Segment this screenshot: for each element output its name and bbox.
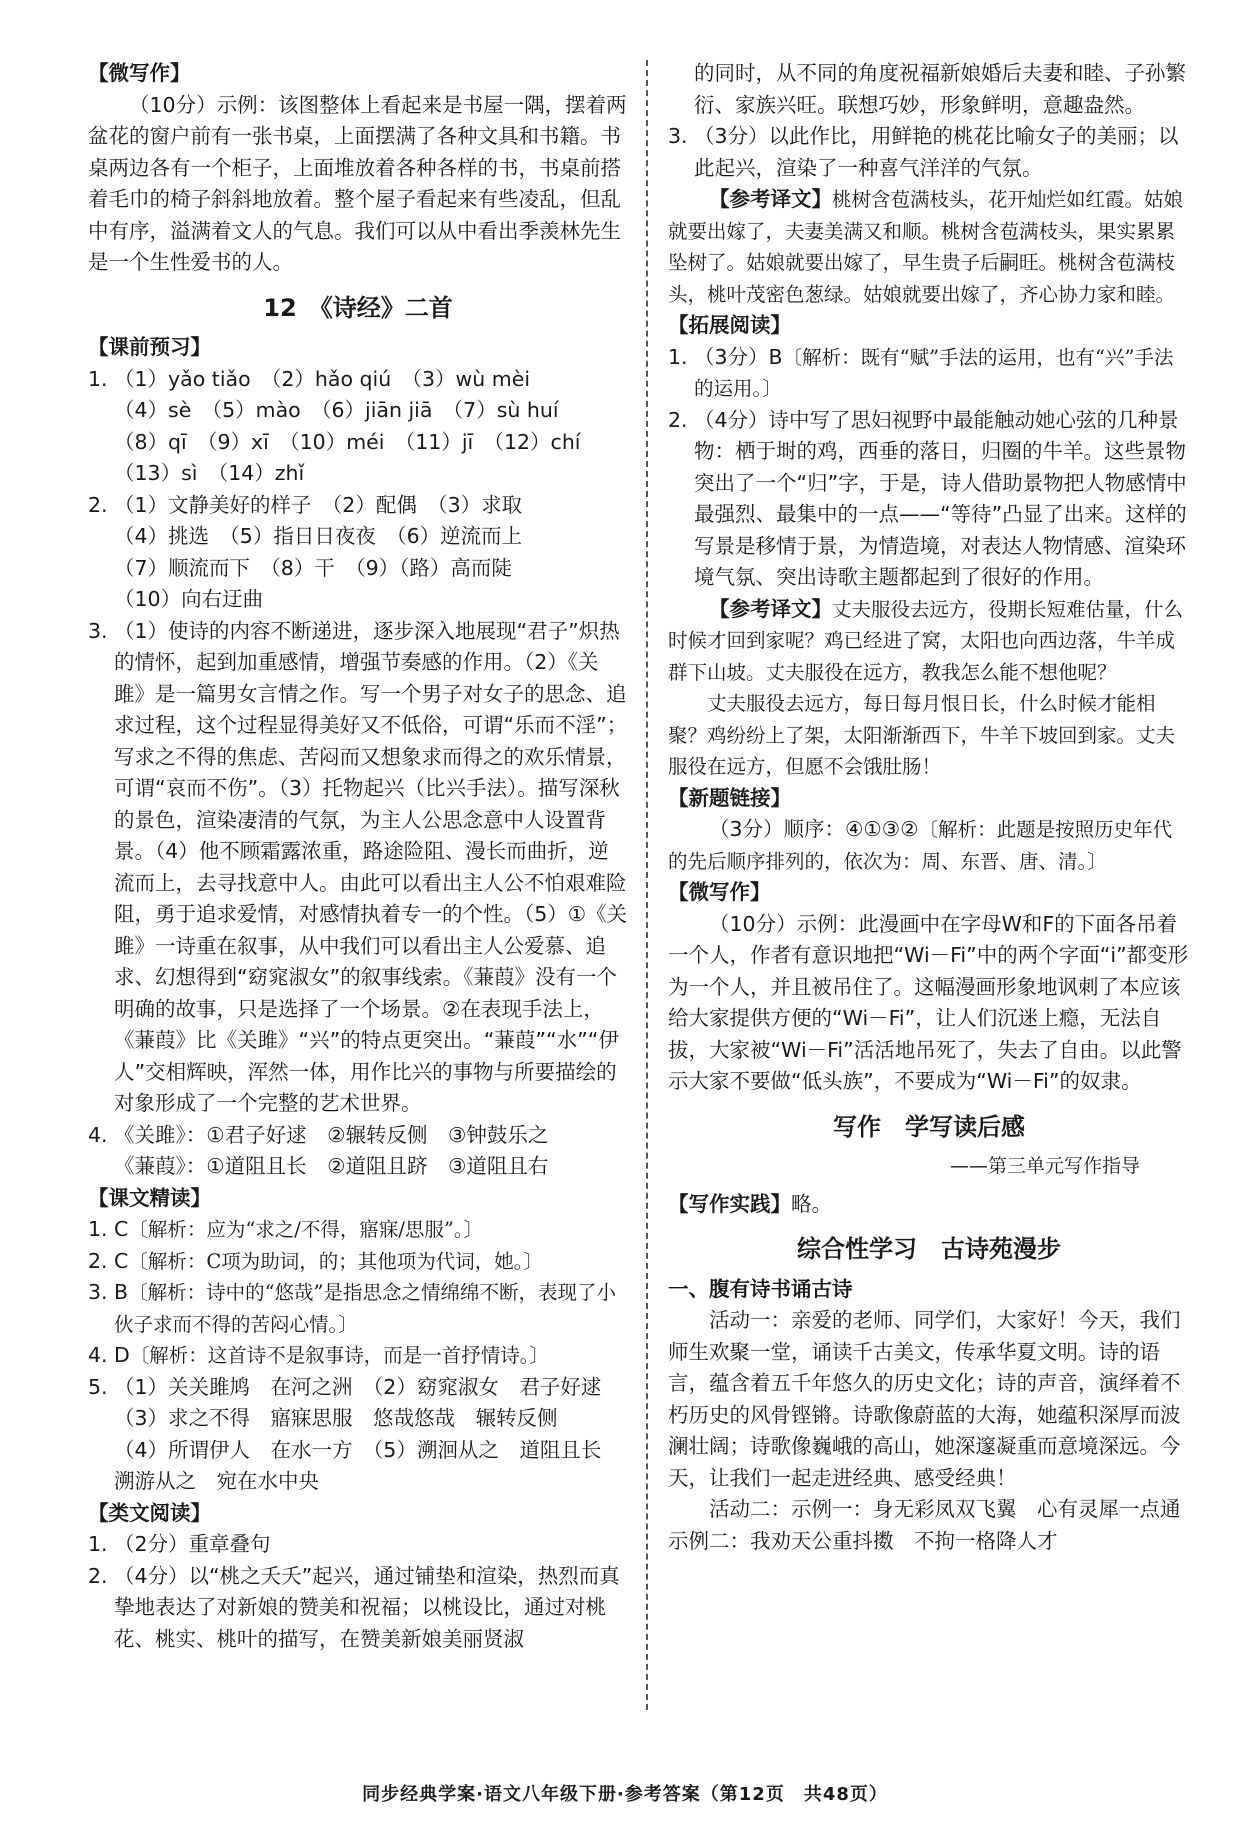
question-number: 3. — [668, 124, 688, 148]
answer-text: （4分）以“桃之夭夭”起兴，通过铺垫和渲染，热烈而真挚地表达了对新娘的赞美和祝福；以桃设比，通过对桃花、桃实、桃叶的描写，在赞美新娘美丽贤淑 — [114, 1563, 620, 1651]
pinyin-line: （4）sè （5）mào （6）jiān jiā （7）sù huí — [114, 398, 559, 422]
answer-line: （7）顺流而下 （8）干 （9）（路）高而陡 — [114, 555, 512, 580]
jingdu-item — [88, 1214, 628, 1246]
writing-practice — [668, 1189, 1190, 1221]
wei2-answer: （10分）示例：此漫画中在字母W和F的下面各吊着一个人，作者有意识地把“Wi－Fi”中的两个字面“i”都变形为一个人，并且被吊住了。这幅漫画形象地讽刺了本应该给大家提供方便的“Wi－Fi”，让人们沉迷上瘾，无法自拔，大家被“Wi－Fi”活活地吊死了，失去了自由。以此警示大家不要做“低头族”，不要成为“Wi－Fi”的奴隶。 — [668, 911, 1189, 1093]
answer-line: 《蒹葭》：①道阻且长 ②道阻且跻 ③道阻且右 — [114, 1154, 549, 1178]
jingdu-item — [88, 1246, 628, 1278]
answer-choice: C — [114, 1217, 129, 1241]
translation-label: 【参考译文】 — [709, 596, 832, 621]
question-number: 2. — [88, 492, 108, 517]
answer-line: （3）求之不得 寤寐思服 悠哉悠哉 辗转反侧 — [114, 1406, 558, 1430]
leiwen-item — [88, 1561, 628, 1656]
answer-text: （3分）顺序：④①③② — [709, 817, 919, 841]
practice-text: 略。 — [791, 1191, 832, 1216]
translation-text: 丈夫服役去远方，每日每月恨日长，什么时候才能相聚？鸡纷纷上了架，太阳渐渐西下，牛羊下坡回到家。丈夫服役在远方，但愿不会饿肚肠！ — [668, 692, 1176, 778]
jingdu-item — [88, 1277, 628, 1340]
answer-text: （1）使诗的内容不断递进，逐步深入地展现“君子”炽热的情怀，起到加重感情，增强节奏感的作用。（2）《关雎》是一篇男女言情之作。写一个男子对女子的思念、追求过程，这个过程显得美好又不低俗，可谓“乐而不淫”；写求之不得的焦虑、苦闷而又想象求而得之的欢乐情景，可谓“哀而不伤”。（3）托物起兴（比兴手法）。描写深秋的景色，渲染凄清的气氛，为主人公思念意中人设置背景。（4）他不顾霜露浓重，路途险阻、漫长而曲折，逆流而上，去寻找意中人。由此可以看出主人公不怕艰难险阻，勇于追求爱情，对感情执着专一的个性。（5）①《关雎》一诗重在叙事，从中我们可以看出主人公爱慕、追求、幻想得到“窈窕淑女”的叙事线索。《蒹葭》没有一个明确的故事，只是选择了一个场景。②在表现手法上，《蒹葭》比《关雎》“兴”的特点更突出。“蒹葭”“水”“伊人”交相辉映，浑然一体，用作比兴的事物与所要描绘的对象形成了一个完整的艺术世界。 — [114, 618, 628, 1115]
section-heading-preview: 【课前预习】 — [88, 335, 211, 359]
question-number: 1. — [88, 1217, 108, 1241]
answer-choice: （3分）B — [694, 344, 783, 369]
section-heading-tuozhan: 【拓展阅读】 — [668, 313, 791, 337]
question-number: 1. — [88, 366, 108, 391]
reference-translation — [668, 594, 1190, 689]
question-number: 5. — [88, 1374, 108, 1399]
question-number: 2. — [88, 1248, 108, 1273]
tuozhan-item — [668, 342, 1190, 405]
leiwen-item — [668, 121, 1190, 184]
question-number: 4. — [88, 1122, 108, 1147]
question-number: 3. — [88, 1280, 108, 1304]
question-number: 2. — [88, 1563, 108, 1588]
activity-1: 活动一：亲爱的老师、同学们，大家好！今天，我们师生欢聚一堂，诵读千古美文，传承华夏文明。诗的语言，蕴含着五千年悠久的历史文化；诗的声音，演绎着不朽历史的风骨铿锵。诗歌像蔚蓝的大海，她蕴积深厚而波澜壮阔；诗歌像巍峨的高山，她深邃凝重而意境深远。今天，让我们一起走进经典、感受经典！ — [668, 1308, 1181, 1490]
question-2 — [88, 490, 628, 616]
activity-2: 活动二：示例一：身无彩凤双飞翼 心有灵犀一点通 示例二：我劝天公重抖擞 不拘一格降人才 — [668, 1497, 1201, 1553]
question-number: 1. — [668, 344, 688, 369]
jingdu-item — [88, 1372, 628, 1498]
continued-text: 的同时，从不同的角度祝福新娘婚后夫妻和睦、子孙繁衍、家族兴旺。联想巧妙，形象鲜明，意趣盎然。 — [694, 61, 1186, 117]
answer-choice: D — [114, 1343, 130, 1367]
writing-subtitle: ——第三单元写作指导 — [949, 1155, 1140, 1177]
analysis-note: 〔解析：既有“赋”手法的运用，也有“兴”手法的运用。〕 — [694, 345, 1174, 400]
pinyin-line: （13）sì （14）zhǐ — [114, 461, 305, 485]
tuozhan-item — [668, 405, 1190, 594]
answer-line: 《关雎》：①君子好逑 ②辗转反侧 ③钟鼓乐之 — [114, 1122, 549, 1147]
part1-heading: 一、腹有诗书诵古诗 — [668, 1276, 853, 1301]
xinti-answer — [668, 814, 1190, 877]
section-heading-wei: 【微写作】 — [88, 61, 191, 85]
question-number: 1. — [88, 1532, 108, 1556]
section-heading-leiwen: 【类文阅读】 — [88, 1500, 211, 1525]
section-heading-jingdu: 【课文精读】 — [88, 1185, 211, 1210]
question-number: 2. — [668, 407, 688, 432]
answer-text: （4分）诗中写了思妇视野中最能触动她心弦的几种景物：栖于埘的鸡，西垂的落日，归圈的牛羊。这些景物突出了一个“归”字，于是，诗人借助景物把人物感情中最强烈、最集中的一点——“等待”凸显了出来。这样的写景是移情于景，为情造境，对表达人物情感、渲染环境气氛、突出诗歌主题都起到了很好的作用。 — [694, 407, 1187, 589]
writing-title: 写作 学写读后感 — [833, 1112, 1025, 1141]
answer-choice: C — [114, 1248, 129, 1273]
translation-text: 桃树含苞满枝头，花开灿烂如红霞。姑娘就要出嫁了，夫妻美满又和顺。桃树含苞满枝头，果实累累坠树了。姑娘就要出嫁了，早生贵子后嗣旺。桃树含苞满枝头，桃叶茂密色葱绿。姑娘就要出嫁了，齐心协力家和睦。 — [668, 188, 1184, 306]
left-column — [88, 58, 628, 1655]
leiwen-item — [88, 1529, 628, 1561]
answer-line: （1）文静美好的样子 （2）配偶 （3）求取 — [114, 492, 523, 517]
answer-text: （2分）重章叠句 — [114, 1532, 271, 1556]
analysis-note: 〔解析：应为“求之/不得，寤寐/思服”。〕 — [128, 1218, 484, 1241]
translation-label: 【参考译文】 — [709, 187, 832, 211]
column-divider — [646, 60, 648, 1710]
question-3 — [88, 616, 628, 1120]
translation-text: 丈夫服役去远方，役期长短难估量，什么时候才回到家呢？鸡已经进了窝，太阳也向西边落，牛羊成群下山坡。丈夫服役在远方，教我怎么能不想他呢？ — [668, 597, 1184, 684]
answer-line: （10）向右迂曲 — [114, 587, 264, 611]
question-4 — [88, 1120, 628, 1183]
right-column — [668, 58, 1201, 1557]
jingdu-item — [88, 1340, 628, 1372]
answer-line: （4）挑选 （5）指日日夜夜 （6）逆流而上 — [114, 524, 523, 548]
answer-text: （3分）以此作比，用鲜艳的桃花比喻女子的美丽；以此起兴，渲染了一种喜气洋洋的气氛。 — [694, 124, 1179, 180]
pinyin-line: （1）yǎo tiǎo （2）hǎo qiú （3）wù mèi — [114, 366, 531, 391]
answer-choice: B — [114, 1280, 129, 1304]
analysis-note: 〔解析：C项为助词，的；其他项为代词，她。〕 — [128, 1249, 543, 1273]
section-heading-wei2: 【微写作】 — [668, 880, 771, 904]
analysis-note: 〔解析：这首诗不是叙事诗，而是一首抒情诗。〕 — [129, 1344, 550, 1367]
answer-line: （4）所谓伊人 在水一方 （5）溯洄从之 道阻且长 溯游从之 宛在水中央 — [114, 1437, 622, 1493]
page-footer: 同步经典学案·语文八年级下册·参考答案（第12页 共48页） — [362, 1784, 888, 1805]
question-1 — [88, 364, 628, 490]
practice-label: 【写作实践】 — [668, 1191, 791, 1216]
reference-translation — [668, 184, 1190, 310]
answer-line: （1）关关雎鸠 在河之洲 （2）窈窕淑女 君子好逑 — [114, 1374, 602, 1399]
question-number: 3. — [88, 618, 108, 643]
lesson-title: 12 《诗经》二首 — [263, 293, 453, 322]
analysis-note: 〔解析：诗中的“悠哉”是指思念之情绵绵不断，表现了小伙子求而不得的苦闷心情。〕 — [114, 1281, 617, 1336]
question-number: 4. — [88, 1343, 108, 1367]
analysis-note: 〔解析：此题是按照历史年代的先后顺序排列的，依次为：周、东晋、唐、清。〕 — [668, 818, 1173, 873]
section-heading-xinti: 【新题链接】 — [668, 785, 791, 810]
wei-answer: （10分）示例：该图整体上看起来是书屋一隅，摆着两盆花的窗户前有一张书桌，上面摆满了各种文具和书籍。书桌两边各有一个柜子，上面堆放着各种各样的书，书桌前搭着毛巾的椅子斜斜地放着。整个屋子看起来有些凌乱，但乱中有序，溢满着文人的气息。我们可以从中看出季羡林先生是一个生性爱书的人。 — [88, 92, 627, 274]
zonghe-title: 综合性学习 古诗苑漫步 — [797, 1235, 1061, 1263]
pinyin-line: （8）qī （9）xī （10）méi （11）jī （12）chí — [114, 429, 581, 454]
